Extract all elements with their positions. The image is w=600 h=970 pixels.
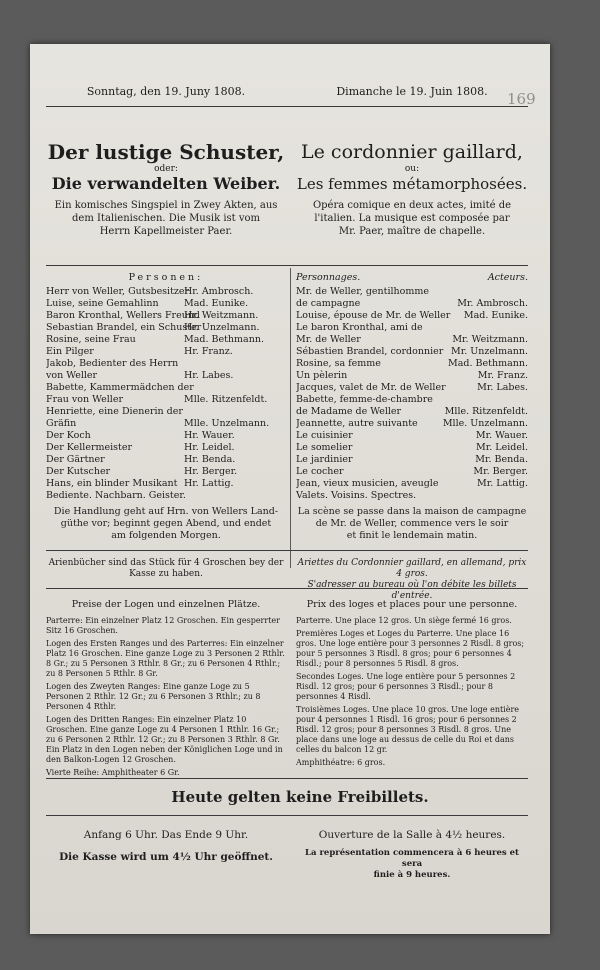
books-fr-2: S'adresser au bureau où l'on débite les billets d'entrée. [307,580,517,601]
freibillets-notice: Heute gelten keine Freibillets. [171,788,429,806]
oder-de: oder: [154,164,178,174]
cast-actor: Mlle. Unzelmann. [184,418,270,429]
page-number: 169 [507,90,536,108]
desc-fr-3: Mr. Paer, maître de chapelle. [338,226,486,237]
times-fr: Ouverture de la Salle à 4½ heures. [318,829,506,841]
books-de-2: Kasse zu haben. [129,569,203,579]
cast-role: Baron Kronthal, Wellers Freund [46,310,201,321]
cast-role: Un pèlerin [296,370,348,381]
cast-role: Luise, seine Gemahlinn [46,298,159,309]
cast-row [46,418,286,430]
cast-role: Hans, ein blinder Musikant [46,478,178,489]
price-item: Secondes Loges. Une loge entière pour 5 personnes 2 Risdl. 12 gros; pour 6 personnes 3 Risdl.; pour 8 personnes 4 Risdl. [296,672,516,701]
cast-role: Louise, épouse de Mr. de Weller [296,310,451,321]
cast-role: Le jardinier [296,454,353,465]
cast-role: Frau von Weller [46,394,124,405]
books-fr-1: Ariettes du Cordonnier gaillard, en allemand, prix 4 gros. [297,558,527,579]
cast-actor: Hr. Labes. [184,370,234,381]
divider-cast [46,265,528,266]
cast-row [46,394,286,406]
cast-role: Der Kellermeister [46,442,133,453]
cast-actor: Mr. Leidel. [476,442,528,453]
cast-row [296,310,528,322]
cast-role: Valets. Voisins. Spectres. [296,490,417,501]
cast-role: Le cuisinier [296,430,353,441]
cast-actor: Hr. Benda. [184,454,236,465]
cast-actor: Hr. Lattig. [184,478,234,489]
divider-prices [46,588,528,589]
cast-role: Jean, vieux musicien, aveugle [296,478,439,489]
cast-actor: Mad. Eunike. [463,310,528,321]
cast-role: Herr von Weller, Gutsbesitzer [46,286,190,297]
cast-role: Jeannette, autre suivante [296,418,418,429]
cast-row [46,310,286,322]
cast-row [296,358,528,370]
price-item: Parterre: Ein einzelner Platz 12 Groschen. Ein gesperrter Sitz 16 Groschen. [46,616,280,635]
cast-role: Henriette, eine Dienerin der [46,406,183,417]
cast-row [296,322,528,334]
cast-row [296,394,528,406]
cast-row [46,406,286,418]
price-item: Premières Loges et Loges du Parterre. Une place 16 gros. Une loge entière pour 3 personnes 2 Risdl. 8 gros; pour 5 personnes 3 Risdl. 8 gros; pour 6 personnes 4 Risdl.; pour 8 personnes 5 Risdl. 8 gros. [296,629,525,668]
commence-fr-1: La représentation commencera à 6 heures et sera [305,848,519,869]
subtitle-fr: Les femmes métamorphosées. [296,175,528,193]
title-de: Der lustige Schuster, [47,140,285,164]
prices-fr [296,600,528,768]
prices-title-fr: Prix des loges et places pour une personne. [306,599,518,610]
cast-actor: Mr. Franz. [477,370,528,381]
cast-row [296,454,528,466]
divider-times [46,815,528,816]
cast-row [296,430,528,442]
cast-actor: Hr. Franz. [184,346,233,357]
cast-actor: Mr. Weitzmann. [452,334,528,345]
cast-row [46,346,286,358]
cast-actor: Mr. Ambrosch. [457,298,528,309]
divider-freibillets [46,778,528,779]
cast-actor: Mad. Bethmann. [184,334,264,345]
cast-row [46,466,286,478]
cast-role: Rosine, sa femme [296,358,381,369]
commence-fr-2: finie à 9 heures. [373,870,451,880]
cast-role: Sebastian Brandel, ein Schuster [46,322,202,333]
cast-row [296,298,528,310]
cast-actor: Mr. Labes. [477,382,528,393]
cast-role: Der Gärtner [46,454,105,465]
cast-role: Der Kutscher [46,466,111,477]
cast-role: Babette, femme-de-chambre [296,394,433,405]
cast-row [46,286,286,298]
cast-actor: Mlle. Ritzenfeldt. [444,406,528,417]
cast-actor: Hr. Unzelmann. [184,322,260,333]
cast-row [46,454,286,466]
price-item: Amphithéatre: 6 gros. [296,758,386,767]
price-item: Vierte Reihe: Amphitheater 6 Gr. [46,768,180,777]
cast-de [46,272,286,542]
personnages-heading: Personnages. [296,272,361,283]
cast-actor: Hr. Ambrosch. [184,286,254,297]
cast-role: Bediente. Nachbarn. Geister. [46,490,186,501]
cast-row [46,382,286,394]
cast-actor: Mr. Wauer. [475,430,528,441]
cast-role: Sébastien Brandel, cordonnier [296,346,444,357]
cast-role: Le baron Kronthal, ami de [296,322,423,333]
cast-row [296,382,528,394]
cast-row [296,442,528,454]
cast-role: Der Koch [46,430,91,441]
cast-row [46,298,286,310]
cast-role: Le cocher [296,466,344,477]
prices-de [46,600,286,778]
cast-role: Jakob, Bedienter des Herrn [46,358,179,369]
cast-role: Jacques, valet de Mr. de Weller [296,382,446,393]
cast-role: von Weller [46,370,98,381]
times-de: Anfang 6 Uhr. Das Ende 9 Uhr. [83,829,249,841]
cast-role: Mr. de Weller [296,334,361,345]
cast-actor: Mr. Unzelmann. [451,346,528,357]
scene-de-2: güthe vor; beginnt gegen Abend, und endet [60,518,272,529]
subtitle-de: Die verwandelten Weiber. [51,174,281,193]
scene-fr-2: de Mr. de Weller, commence vers le soir [315,518,509,529]
cast-actor: Hr. Wauer. [184,430,235,441]
price-item: Logen des Ersten Ranges und des Parterres: Ein einzelner Platz 16 Groschen. Eine ganze Loge zu 3 Personen 2 Rthlr. 8 Gr.; zu 5 Personen 3 Rthlr. 8 Gr.; zu 6 Personen 4 Rthlr.; zu 8 Personen 5 Rthlr. 8 Gr. [46,639,285,678]
divider-books [46,550,528,551]
desc-fr-1: Opéra comique en deux actes, imité de [312,200,512,211]
cast-role: Ein Pilger [46,346,94,357]
cast-row [296,466,528,478]
price-item: Logen des Zweyten Ranges: Eine ganze Loge zu 5 Personen 2 Rthlr. 12 Gr.; zu 6 Personen 3 Rthlr.; zu 8 Personen 4 Rthlr. [46,682,261,711]
cast-row [46,442,286,454]
ou-fr: ou: [404,164,420,174]
scene-fr-1: La scène se passe dans la maison de campagne [297,506,527,517]
cast-role: de Madame de Weller [296,406,402,417]
cast-role: Le somelier [296,442,353,453]
cast-row [296,490,528,502]
column-rule [290,268,291,568]
desc-de-2: dem Italienischen. Die Musik ist vom [72,213,260,224]
cast-row [296,418,528,430]
desc-de-3: Herrn Kapellmeister Paer. [99,226,233,237]
desc-fr-2: l'italien. La musique est composée par [314,213,510,224]
prices-title-de: Preise der Logen und einzelnen Plätze. [71,599,261,610]
price-item: Troisièmes Loges. Une place 10 gros. Une loge entière pour 4 personnes 1 Risdl. 16 gros; pour 6 personnes 2 Risdl. 12 gros; pour 8 personnes 3 Risdl. 8 gros. Une place dans une loge au dessus de celle du Roi et dans celles du balcon 12 gr. [296,705,520,754]
kasse-de: Die Kasse wird um 4½ Uhr geöffnet. [59,851,273,863]
cast-fr [296,272,528,542]
cast-actor: Hr. Leidel. [184,442,235,453]
cast-row [296,334,528,346]
cast-role: de campagne [296,298,361,309]
price-item: Logen des Dritten Ranges: Ein einzelner Platz 10 Groschen. Eine ganze Loge zu 4 Personen 1 Rthlr. 16 Gr.; zu 6 Personen 2 Rthlr. 12 Gr.; zu 8 Personen 3 Rthlr. 8 Gr. Ein Platz in den Logen neben der Königlichen Loge und in den Balkon-Logen 12 Groschen. [46,715,283,764]
scene-fr-3: et finit le lendemain matin. [346,530,478,541]
cast-actor: Mlle. Ritzenfeldt. [184,394,268,405]
cast-actor: Mad. Eunike. [184,298,249,309]
cast-role: Babette, Kammermädchen der [46,382,194,393]
cast-actor: Mlle. Unzelmann. [442,418,528,429]
scene-de-1: Die Handlung geht auf Hrn. von Wellers Land- [53,506,279,517]
cast-row [46,334,286,346]
cast-row [46,430,286,442]
cast-row [296,370,528,382]
cast-row [296,406,528,418]
books-de-1: Arienbücher sind das Stück für 4 Groschen bey der [48,558,284,568]
date-de: Sonntag, den 19. Juny 1808. [86,85,246,98]
cast-actor: Hr. Berger. [184,466,238,477]
cast-actor: Mad. Bethmann. [448,358,528,369]
cast-row [296,286,528,298]
acteurs-heading: Acteurs. [487,272,528,283]
cast-row [46,478,286,490]
cast-row [46,370,286,382]
cast-row [46,490,286,502]
desc-de-1: Ein komisches Singspiel in Zwey Akten, aus [54,200,278,211]
scene-de-3: am folgenden Morgen. [111,530,221,541]
cast-role: Mr. de Weller, gentilhomme [296,286,430,297]
cast-actor: Hr. Weitzmann. [184,310,259,321]
title-fr: Le cordonnier gaillard, [301,141,523,163]
price-item: Parterre. Une place 12 gros. Un siège fermé 16 gros. [296,616,512,625]
personen-heading: Personen: [128,272,204,283]
cast-row [46,322,286,334]
date-fr: Dimanche le 19. Juin 1808. [336,85,488,98]
cast-actor: Mr. Lattig. [476,478,528,489]
cast-role: Rosine, seine Frau [46,334,136,345]
cast-actor: Mr. Benda. [475,454,528,465]
cast-row [46,358,286,370]
cast-actor: Mr. Berger. [473,466,528,477]
divider-top [46,106,528,107]
cast-row [296,346,528,358]
cast-row [296,478,528,490]
cast-role: Gräfin [46,418,77,429]
